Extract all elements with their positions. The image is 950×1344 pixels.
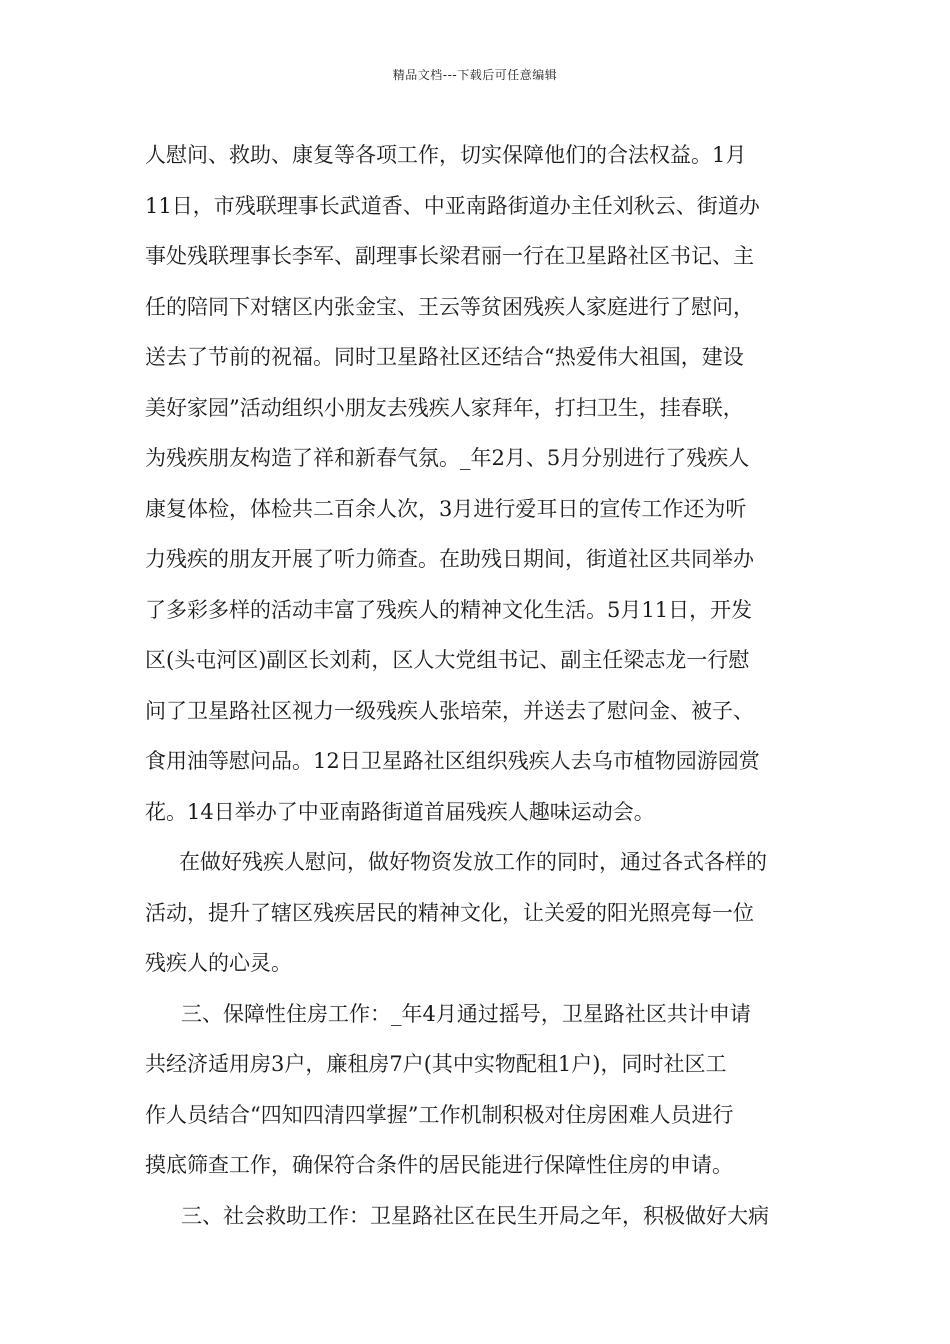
body-line: 共经济适用房3户，廉租房7户(其中实物配租1户)，同时社区工 xyxy=(145,1052,727,1076)
page-header: 精品文档---下载后可任意编辑 xyxy=(392,68,558,82)
body-line: 残疾人的心灵。 xyxy=(145,951,292,975)
body-line: 人慰问、救助、康复等各项工作，切实保障他们的合法权益。1月 xyxy=(145,143,747,167)
body-line: 美好家园”活动组织小朋友去残疾人家拜年，打扫卫生，挂春联， xyxy=(145,395,744,420)
body-line: 区(头屯河区)副区长刘莉，区人大党组书记、副主任梁志龙一行慰 xyxy=(145,648,750,672)
body-line: 活动，提升了辖区残疾居民的精神文化，让关爱的阳光照亮每一位 xyxy=(145,900,754,925)
section-heading-line: 三、保障性住房工作：_年4月通过摇号，卫星路社区共计申请 xyxy=(181,1001,751,1026)
body-line: 11日，市残联理事长武道香、中亚南路街道办主任刘秋云、街道办 xyxy=(145,193,760,218)
body-line: 送去了节前的祝福。同时卫星路社区还结合“热爱伟大祖国，建设 xyxy=(145,345,744,369)
body-line: 食用油等慰问品。12日卫星路社区组织残疾人去乌市植物园游园赏 xyxy=(145,749,760,773)
body-line: 康复体检，体检共二百余人次，3月进行爱耳日的宣传工作还为听 xyxy=(145,496,747,521)
body-line: 作人员结合“四知四清四掌握”工作机制积极对住房困难人员进行 xyxy=(145,1102,734,1127)
body-line: 问了卫星路社区视力一级残疾人张培荣，并送去了慰问金、被子、 xyxy=(145,698,754,723)
document-body xyxy=(145,130,805,1241)
body-line: 力残疾的朋友开展了听力筛查。在助残日期间，街道社区共同举办 xyxy=(145,547,754,571)
body-line: 事处残联理事长李军、副理事长梁君丽一行在卫星路社区书记、主 xyxy=(145,244,754,268)
body-line: 了多彩多样的活动丰富了残疾人的精神文化生活。5月11日，开发 xyxy=(145,597,753,622)
body-line: 花。14日举办了中亚南路街道首届残疾人趣味运动会。 xyxy=(145,799,655,824)
paragraph-start-line: 在做好残疾人慰问，做好物资发放工作的同时，通过各式各样的 xyxy=(179,850,767,874)
section-heading-line: 三、社会救助工作：卫星路社区在民生开局之年，积极做好大病 xyxy=(181,1203,769,1228)
body-line: 任的陪同下对辖区内张金宝、王云等贫困残疾人家庭进行了慰问， xyxy=(145,294,754,319)
body-line: 摸底筛查工作，确保符合条件的居民能进行保障性住房的申请。 xyxy=(145,1153,733,1177)
body-line: 为残疾朋友构造了祥和新春气氛。_年2月、5月分别进行了残疾人 xyxy=(145,446,750,470)
